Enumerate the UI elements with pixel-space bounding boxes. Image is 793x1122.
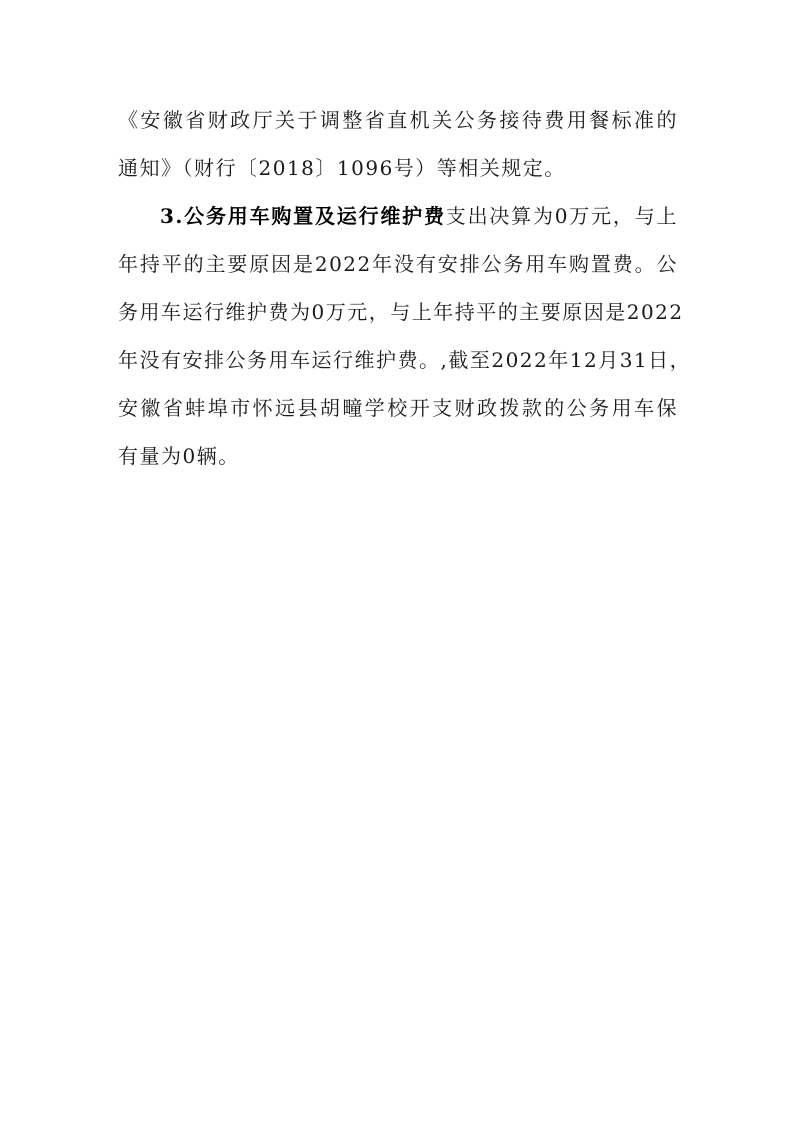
text-line: 《安徽省财政厅关于调整省直机关公务接待费用餐标准的 xyxy=(118,108,678,132)
text-span: 支出决算为0万元，与上 xyxy=(445,204,678,228)
text-line: 年没有安排公务用车运行维护费。,截至2022年12月31日， xyxy=(118,348,692,372)
text-line: 有量为0辆。 xyxy=(118,444,240,468)
text-line: 通知》（财行〔2018〕1096号）等相关规定。 xyxy=(118,156,566,180)
text-line: 安徽省蚌埠市怀远县胡疃学校开支财政拨款的公务用车保 xyxy=(118,396,678,420)
text-line: 年持平的主要原因是2022年没有安排公务用车购置费。公 xyxy=(118,252,678,276)
section-heading: 3.公务用车购置及运行维护费 xyxy=(160,204,446,228)
text-line: 务用车运行维护费为0万元，与上年持平的主要原因是2022 xyxy=(118,300,684,324)
section-heading-line xyxy=(118,192,678,240)
document-body xyxy=(118,96,692,480)
